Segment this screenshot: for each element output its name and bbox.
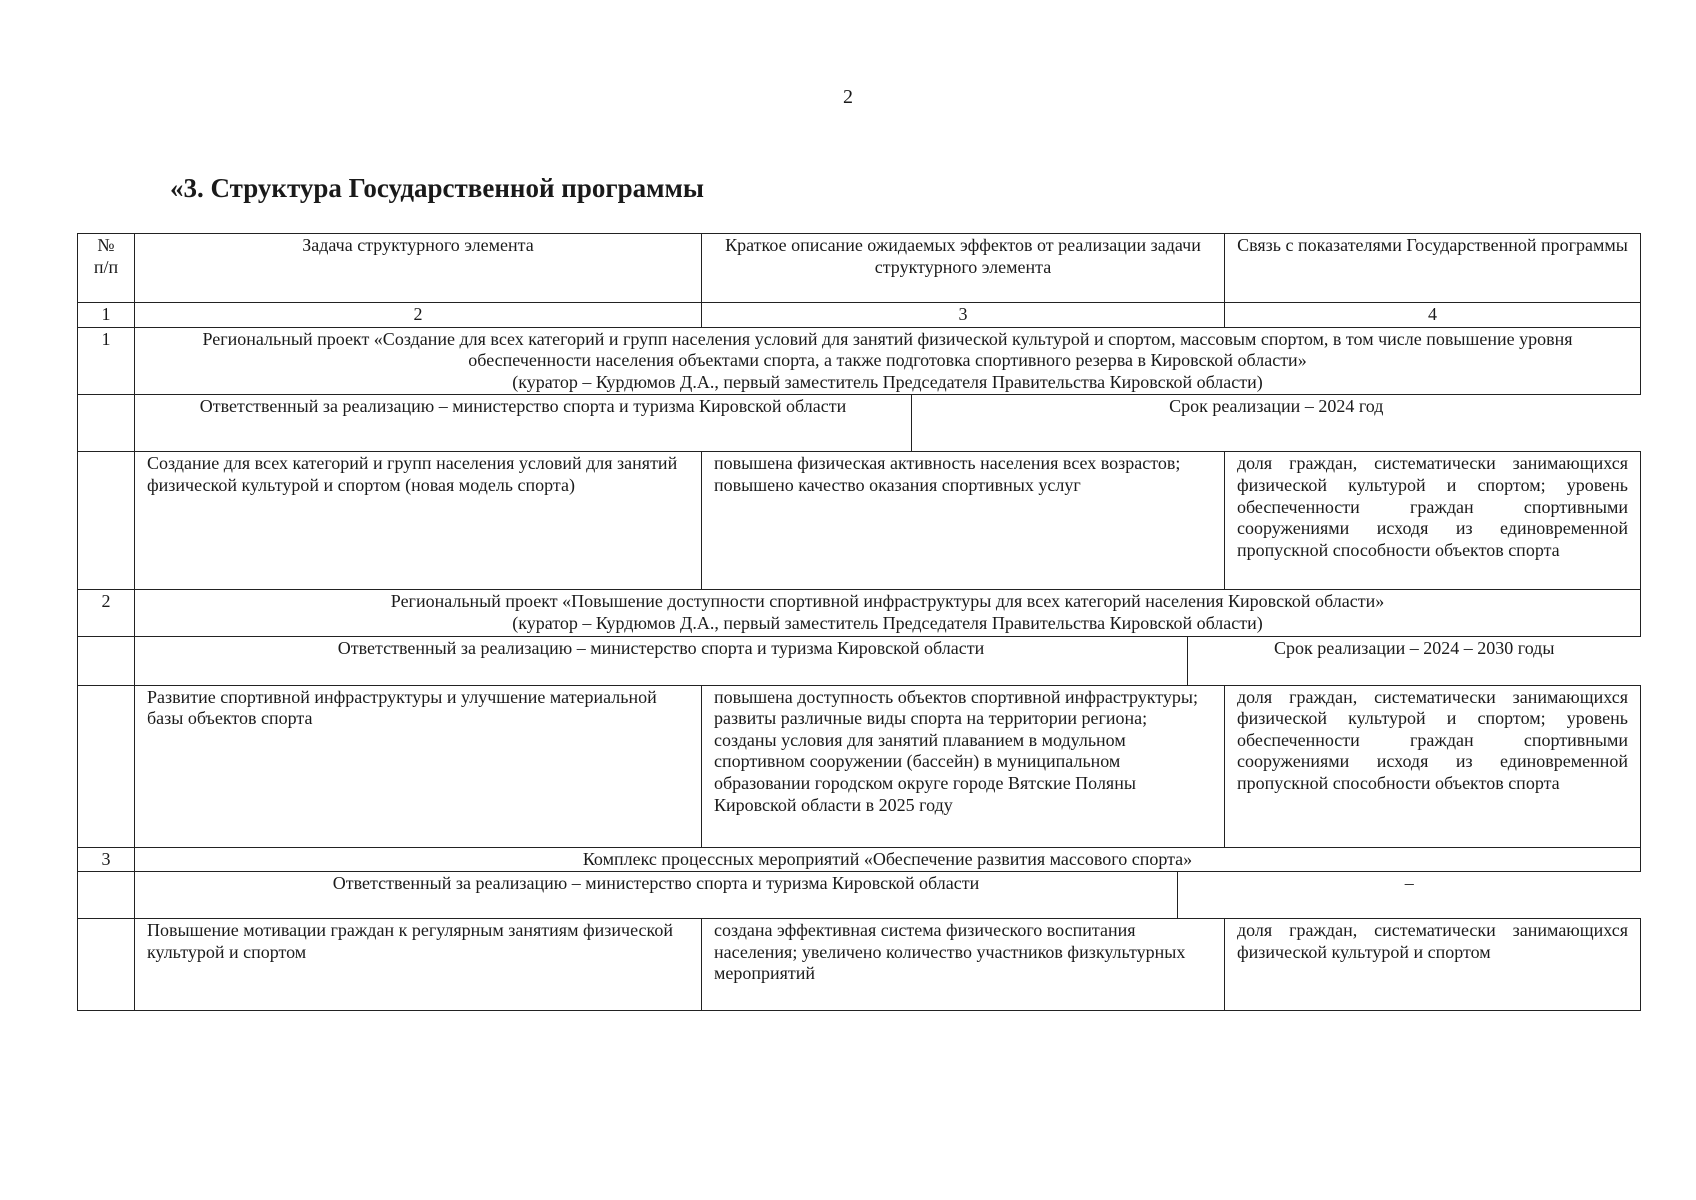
responsible-cell: Ответственный за реализацию – министерство спорта и туризма Кировской области <box>199 396 847 417</box>
column-number-row <box>78 303 1641 328</box>
term-cell: – <box>1178 872 1641 918</box>
responsible-cell: Ответственный за реализацию – министерство спорта и туризма Кировской области <box>337 637 985 658</box>
section-curator: (куратор – Курдюмов Д.А., первый заместитель Председателя Правительства Кировской области) <box>512 371 1263 392</box>
task-row <box>78 685 1641 847</box>
term-cell: Срок реализации – 2024 год <box>912 395 1641 451</box>
page-title: «3. Структура Государственной программы <box>170 173 704 203</box>
column-number: 2 <box>135 303 702 328</box>
header-num: № п/п <box>78 234 135 303</box>
header-task: Задача структурного элемента <box>135 234 702 303</box>
task-row <box>78 919 1641 1011</box>
header-link: Связь с показателями Государственной программы <box>1225 234 1641 303</box>
effects-cell: повышена доступность объектов спортивной инфраструктуры; развиты различные виды спорта на территории региона; созданы условия для занятий плаванием в модульном спортивном сооружении (бассейн) в муниципальном образовании городском округе городе Вятские Поляны Кировской области в 2025 году <box>702 685 1225 847</box>
column-number: 4 <box>1225 303 1641 328</box>
effects-cell: повышена физическая активность населения всех возрастов; повышено качество оказания спортивных услуг <box>702 452 1225 590</box>
section-title-row <box>78 327 1641 395</box>
header-effects: Краткое описание ожидаемых эффектов от реализации задачи структурного элемента <box>702 234 1225 303</box>
section-curator: (куратор – Курдюмов Д.А., первый заместитель Председателя Правительства Кировской области) <box>512 612 1263 633</box>
section-title: Региональный проект «Повышение доступности спортивной инфраструктуры для всех категорий населения Кировской области» <box>390 591 1385 612</box>
link-cell: доля граждан, систематически занимающихся физической культурой и спортом <box>1225 919 1641 1011</box>
effects-cell: создана эффективная система физического воспитания населения; увеличено количество участников физкультурных мероприятий <box>702 919 1225 1011</box>
table-header-row <box>78 234 1641 303</box>
section-title-row <box>78 590 1641 636</box>
section-title-row <box>78 847 1641 872</box>
responsible-row <box>78 872 1641 919</box>
structure-table <box>77 233 1641 1011</box>
responsible-cell: Ответственный за реализацию – министерство спорта и туризма Кировской области <box>332 873 980 894</box>
task-row <box>78 452 1641 590</box>
page-number: 2 <box>843 86 853 108</box>
link-cell: доля граждан, систематически занимающихся физической культурой и спортом; уровень обеспеченности граждан спортивными сооружениями исходя из единовременной пропускной способности объектов спорта <box>1225 685 1641 847</box>
task-cell: Развитие спортивной инфраструктуры и улучшение материальной базы объектов спорта <box>135 685 702 847</box>
responsible-row <box>78 636 1641 685</box>
section-title-cell <box>135 327 1641 395</box>
task-cell: Создание для всех категорий и групп населения условий для занятий физической культурой и спортом (новая модель спорта) <box>135 452 702 590</box>
responsible-row <box>78 395 1641 452</box>
section-number: 3 <box>78 847 135 872</box>
term-cell: Срок реализации – 2024 – 2030 годы <box>1188 637 1641 685</box>
section-number: 2 <box>78 590 135 636</box>
section-number: 1 <box>78 327 135 395</box>
column-number: 3 <box>702 303 1225 328</box>
task-cell: Повышение мотивации граждан к регулярным занятиям физической культурой и спортом <box>135 919 702 1011</box>
section-title: Региональный проект «Создание для всех категорий и групп населения условий для занятий физической культурой и спортом, массовым спортом, в том числе повышение уровня обеспеченности населения объектами спорта, а также подготовка спортивного резерва в Кировской области» <box>202 328 1573 371</box>
section-title-cell <box>135 590 1641 636</box>
column-number: 1 <box>78 303 135 328</box>
link-cell: доля граждан, систематически занимающихся физической культурой и спортом; уровень обеспеченности граждан спортивными сооружениями исходя из единовременной пропускной способности объектов спорта <box>1225 452 1641 590</box>
section-title: Комплекс процессных мероприятий «Обеспечение развития массового спорта» <box>135 847 1641 872</box>
